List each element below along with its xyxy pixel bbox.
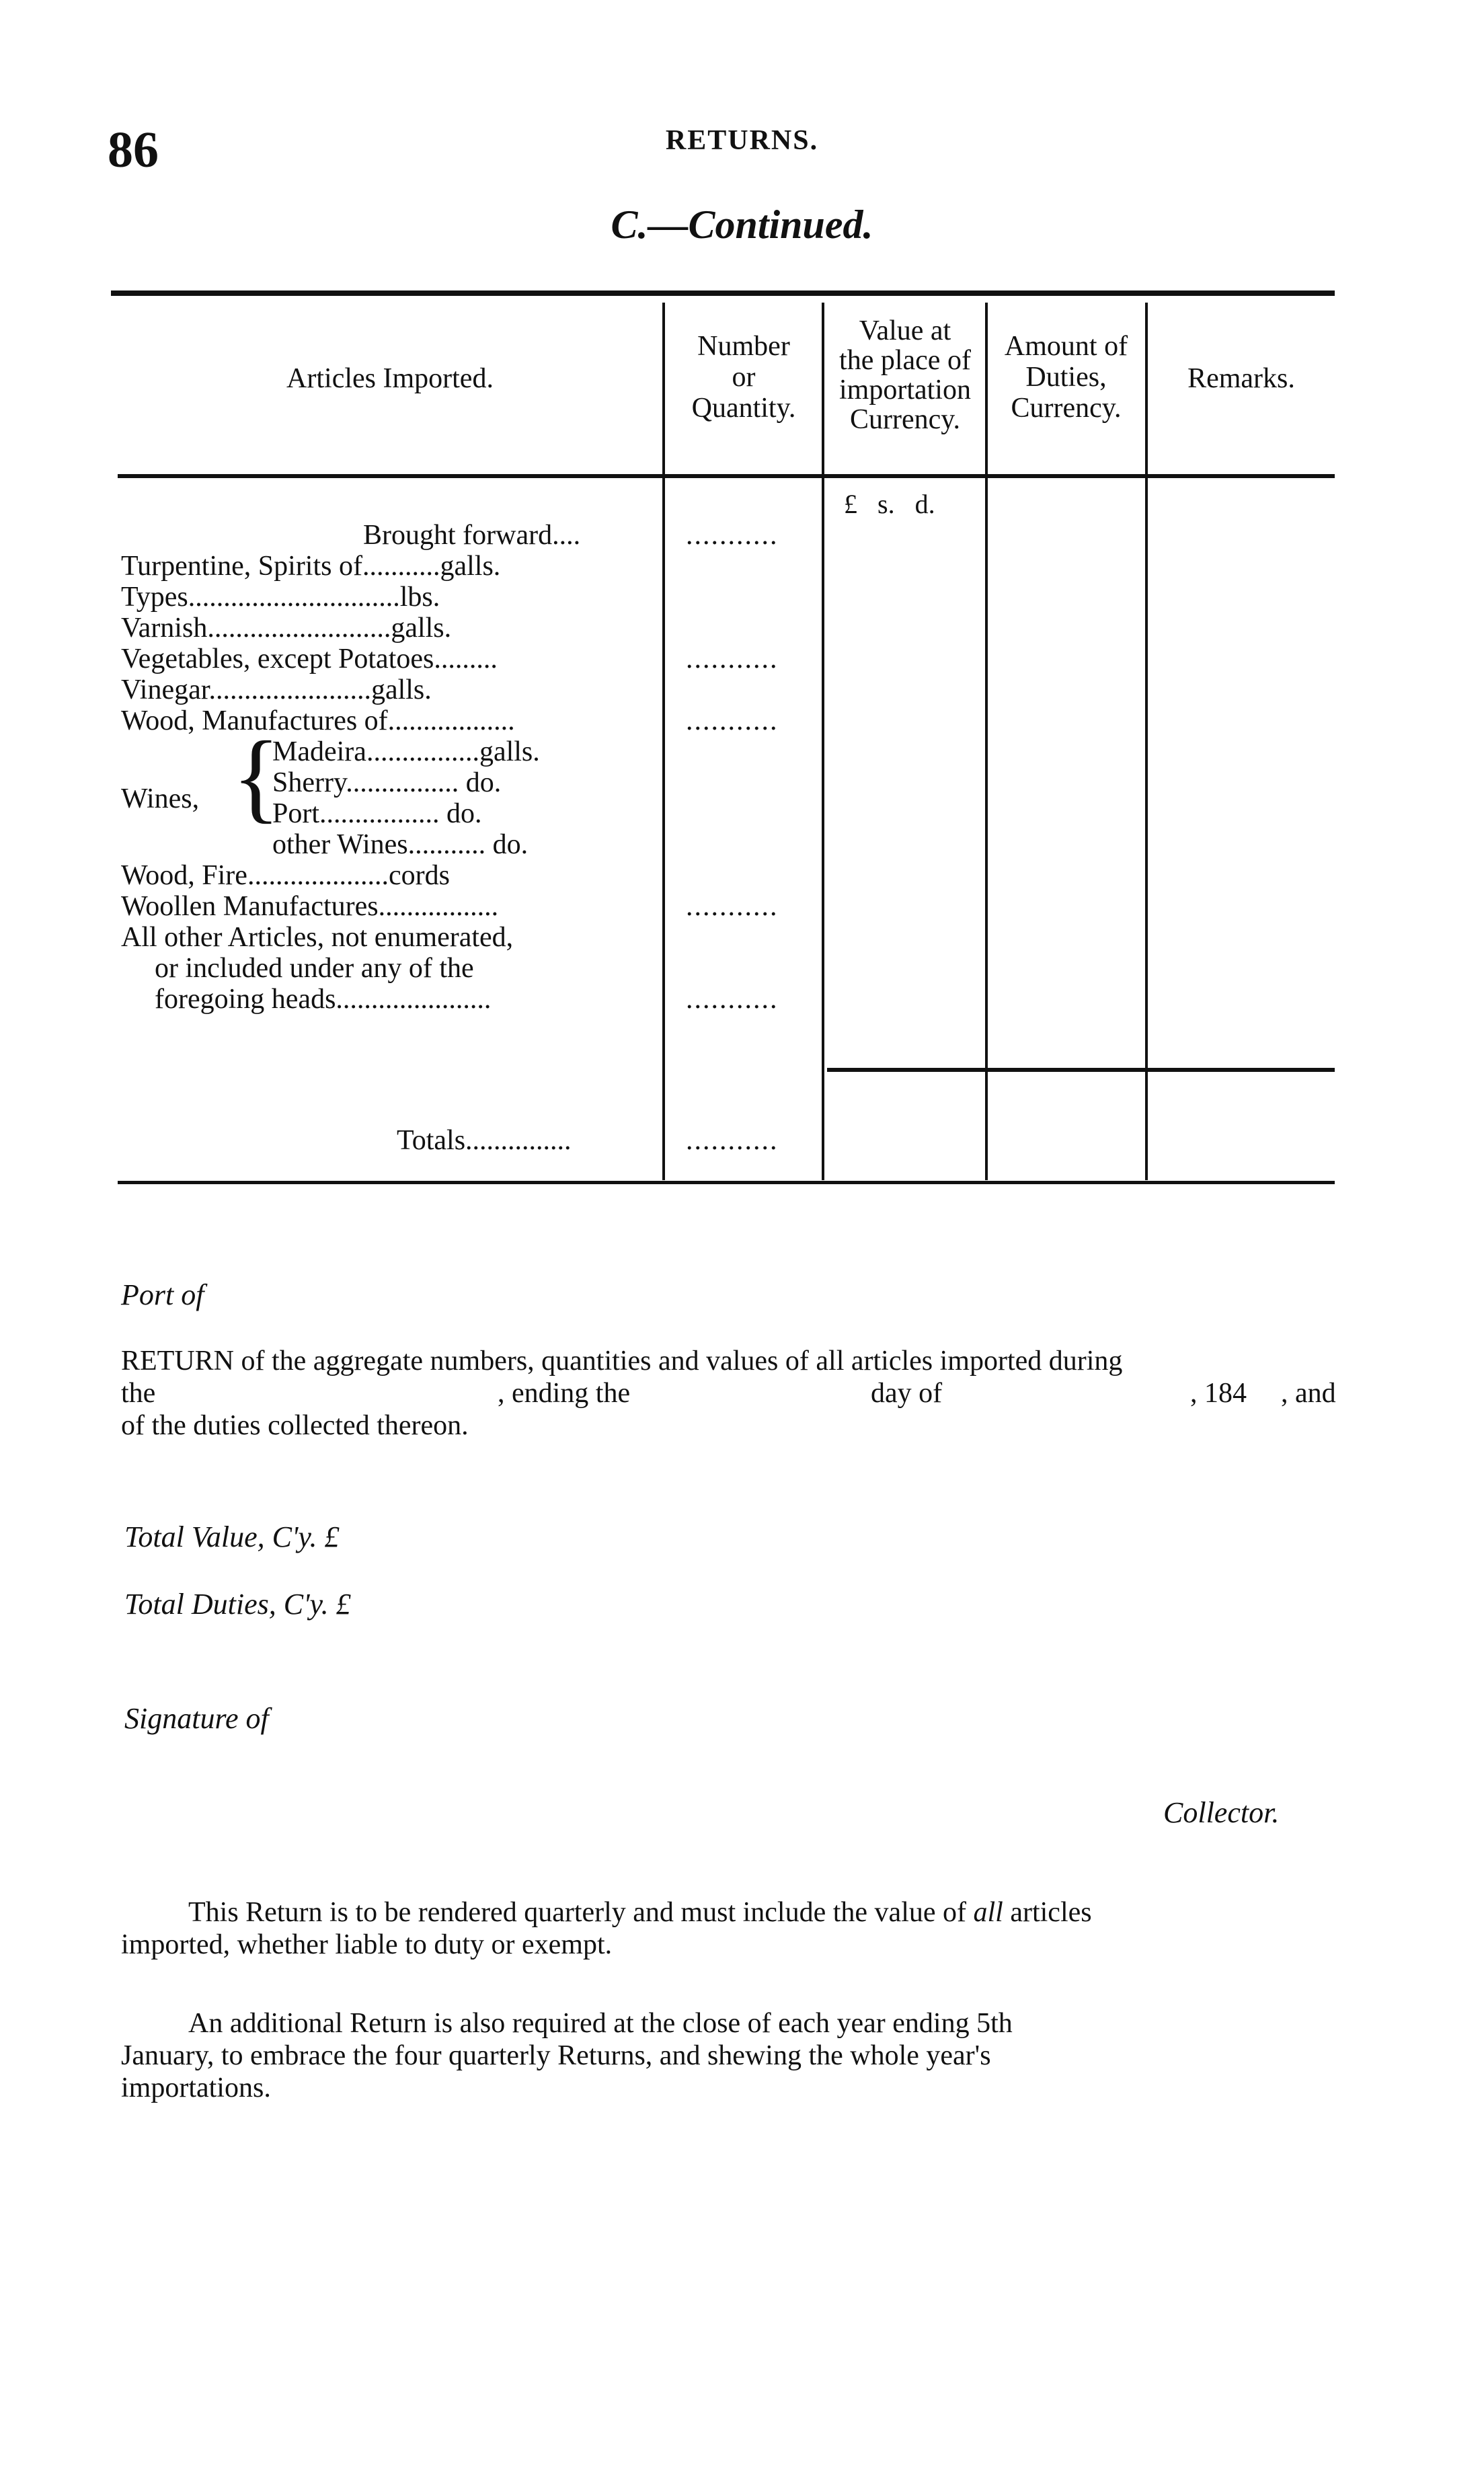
return-line-part: , ending the xyxy=(498,1378,631,1409)
brace-icon: { xyxy=(232,721,280,832)
leader-dots: ............... xyxy=(465,1125,572,1156)
leader-dots: ........... xyxy=(407,829,493,860)
leader-dots: ...................... xyxy=(336,984,492,1015)
header-remarks: Remarks. xyxy=(1187,363,1295,394)
row-unit: galls. xyxy=(370,674,432,705)
header-duties-line: Amount of xyxy=(1004,331,1128,362)
row-vegetables xyxy=(121,643,498,675)
row-woollen xyxy=(121,890,498,923)
header-value xyxy=(824,316,986,434)
row-unit: galls. xyxy=(440,551,501,582)
row-label: Brought forward xyxy=(363,520,553,551)
leader-dots: ................ xyxy=(346,767,466,798)
leader-dots: .............................. xyxy=(188,582,400,613)
row-brought-forward xyxy=(363,519,580,551)
row-varnish xyxy=(121,612,451,644)
row-other-articles: All other Articles, not enumerated, xyxy=(121,922,514,953)
return-line-part: , and xyxy=(1281,1378,1336,1409)
column-divider xyxy=(1145,303,1148,1180)
table-header-rule xyxy=(118,474,1335,478)
row-types xyxy=(121,581,440,613)
row-unit: lbs. xyxy=(399,582,440,613)
header-number-line: Number xyxy=(697,331,790,362)
port-label: Port of xyxy=(121,1278,204,1311)
header-value-line: the place of xyxy=(839,345,971,376)
row-wine xyxy=(272,767,501,799)
row-wine xyxy=(272,736,540,768)
row-wood-manufactures xyxy=(121,705,515,737)
note-text: articles xyxy=(1003,1897,1092,1928)
row-label: Port xyxy=(272,798,320,829)
section-title: C.—Continued. xyxy=(611,202,873,247)
header-number xyxy=(666,331,822,424)
row-unit: do. xyxy=(465,767,502,798)
return-line-part: , 184 xyxy=(1190,1378,1247,1409)
header-value-line: Value at xyxy=(859,315,951,346)
header-value-line: importation xyxy=(839,375,971,405)
return-paragraph xyxy=(121,1345,1352,1442)
note-emphasis: all xyxy=(973,1897,1003,1928)
leader-dots: ........... xyxy=(686,644,779,674)
header-duties-line: Currency. xyxy=(1011,393,1122,424)
row-label: foregoing heads xyxy=(155,984,336,1015)
note-line: An additional Return is also required at the close of each year ending 5th xyxy=(188,2008,1013,2039)
row-label: Sherry xyxy=(272,767,346,798)
row-label: Types xyxy=(121,582,188,613)
return-line: RETURN of the aggregate numbers, quantities and values of all articles imported during xyxy=(121,1346,1123,1377)
leader-dots: ................ xyxy=(366,736,479,767)
leader-dots: ........... xyxy=(686,520,779,551)
row-label: Varnish xyxy=(121,613,208,644)
row-wood-fire xyxy=(121,859,450,892)
row-turpentine xyxy=(121,550,500,582)
row-label: Vegetables, except Potatoes xyxy=(121,644,434,674)
wines-group-label: Wines, xyxy=(121,783,200,814)
leader-dots: ........... xyxy=(686,891,779,922)
leader-dots: .... xyxy=(552,520,581,551)
header-duties xyxy=(987,331,1145,424)
leader-dots: .................... xyxy=(247,860,389,891)
row-label: Turpentine, Spirits of xyxy=(121,551,362,582)
return-line-part: the xyxy=(121,1378,156,1409)
row-label: Wood, Fire xyxy=(121,860,247,891)
row-unit: do. xyxy=(492,829,529,860)
row-label: Totals xyxy=(397,1125,466,1156)
leader-dots: ........... xyxy=(362,551,440,582)
row-unit: galls. xyxy=(391,613,452,644)
note-line: January, to embrace the four quarterly Returns, and shewing the whole year's xyxy=(121,2040,991,2071)
leader-dots: ........... xyxy=(686,984,779,1015)
row-label: Madeira xyxy=(272,736,366,767)
header-value-line: Currency. xyxy=(849,404,961,435)
totals-rule xyxy=(827,1068,1335,1072)
total-value-label: Total Value, C'y. £ xyxy=(124,1520,340,1553)
note-line: importations. xyxy=(121,2072,271,2103)
total-duties-label: Total Duties, C'y. £ xyxy=(124,1588,351,1621)
row-wine xyxy=(272,828,528,861)
row-label: other Wines xyxy=(272,829,408,860)
row-other-articles: or included under any of the xyxy=(155,953,474,984)
leader-dots: .......................... xyxy=(207,613,391,644)
running-head: RETURNS. xyxy=(665,125,819,156)
note-text: This Return is to be rendered quarterly and must include the value of xyxy=(188,1897,974,1928)
row-unit: do. xyxy=(446,798,482,829)
currency-units: £ s. d. xyxy=(844,489,935,519)
leader-dots: ....................... xyxy=(208,674,371,705)
header-articles: Articles Imported. xyxy=(286,363,494,394)
header-number-line: Quantity. xyxy=(691,393,796,424)
row-other-articles xyxy=(155,983,491,1015)
note-quarterly xyxy=(121,1896,1352,1961)
page-number: 86 xyxy=(108,122,159,178)
leader-dots: ......... xyxy=(434,644,498,674)
leader-dots: ................. xyxy=(378,891,499,922)
leader-dots: .................. xyxy=(387,705,515,736)
table-bottom-rule xyxy=(118,1181,1335,1184)
row-vinegar xyxy=(121,674,432,706)
return-line: of the duties collected thereon. xyxy=(121,1410,469,1441)
row-label: Wood, Manufactures of xyxy=(121,705,388,736)
collector-label: Collector. xyxy=(1163,1796,1280,1829)
row-label: Vinegar xyxy=(121,674,209,705)
return-line xyxy=(121,1377,1352,1409)
return-line-part: day of xyxy=(871,1378,943,1409)
signature-label: Signature of xyxy=(124,1702,269,1735)
table-top-rule xyxy=(111,290,1335,296)
row-wine xyxy=(272,798,482,830)
note-line xyxy=(121,1896,1352,1929)
leader-dots: ........... xyxy=(686,1125,779,1156)
row-unit: galls. xyxy=(479,736,540,767)
row-label: Woollen Manufactures xyxy=(121,891,379,922)
leader-dots: ................. xyxy=(319,798,447,829)
column-divider xyxy=(662,303,665,1180)
row-unit: cords xyxy=(388,860,450,891)
note-line: imported, whether liable to duty or exempt. xyxy=(121,1929,613,1960)
header-duties-line: Duties, xyxy=(1025,362,1107,393)
row-totals xyxy=(397,1124,572,1157)
leader-dots: ........... xyxy=(686,705,779,736)
header-number-line: or xyxy=(732,362,756,393)
note-annual xyxy=(121,2007,1352,2104)
